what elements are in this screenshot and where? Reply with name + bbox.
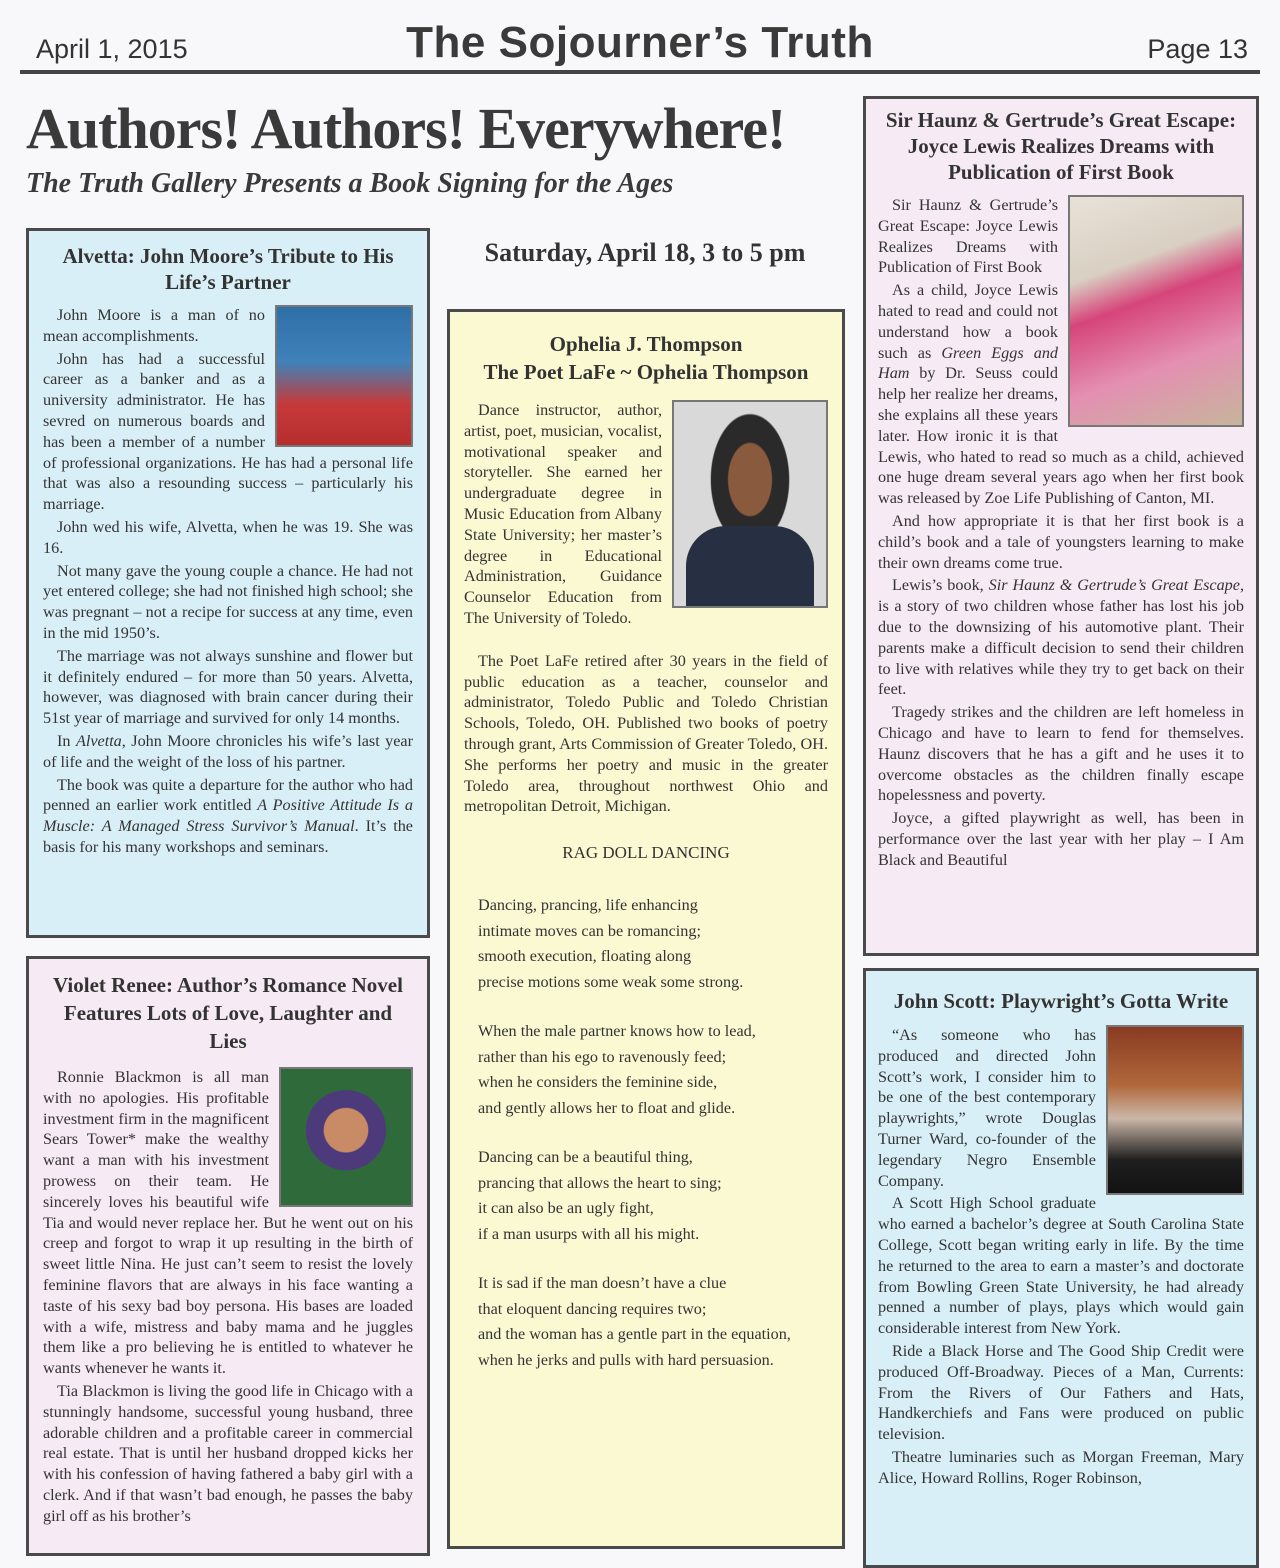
article-title: Alvetta: John Moore’s Tribute to His Life’s Partner bbox=[62, 244, 394, 294]
article-paragraph: “As someone who has produced and directed John Scott’s work, I consider him to be one of the best contemporary playwrights,” wrote Douglas Turner Ward, co-founder of the legendary Negro Ensemble Company. bbox=[878, 1026, 1096, 1190]
article-paragraph: John wed his wife, Alvetta, when he was 19. She was 16. bbox=[43, 517, 413, 557]
photo-john-moore bbox=[275, 305, 413, 447]
article-paragraph: The marriage was not always sunshine and flower but it definitely endured – for more than 50 years. Alvetta, however, was diagnosed with brain cancer during their 51st year of marriage and survived for only 14 months. bbox=[43, 646, 413, 728]
article-paragraph: Joyce, a gifted playwright as well, has been in performance over the last year with her play – I Am Black and Beautiful bbox=[878, 809, 1244, 869]
article-paragraph: Dance instructor, author, artist, poet, musician, vocalist, motivational speaker and storyteller. She earned her undergraduate degree in Music Education from Albany State University; her master’s degree in Educational Administration, Guidance Counselor Education from The University of Toledo. bbox=[464, 401, 662, 627]
article-violet-renee bbox=[26, 956, 430, 1556]
poem-line: and the woman has a gentle part in the equation, bbox=[478, 1325, 791, 1344]
article-paragraph: And how appropriate it is that her first book is a child’s book and a tale of youngsters learning to make their own dreams come true. bbox=[878, 511, 1244, 572]
poem-line: when he jerks and pulls with hard persuasion. bbox=[478, 1350, 774, 1369]
poem-stanza bbox=[478, 1019, 828, 1121]
title-line: Ophelia J. Thompson bbox=[549, 332, 743, 356]
poem-stanza bbox=[478, 1145, 828, 1247]
poem-line: when he considers the feminine side, bbox=[478, 1073, 718, 1092]
page-number: Page 13 bbox=[1147, 34, 1248, 64]
photo-violet-renee bbox=[279, 1067, 413, 1207]
text: As a child, Joyce Lewis hated to read and could not understand how a book such as bbox=[878, 281, 1058, 362]
poem-line: if a man usurps with all his might. bbox=[478, 1224, 700, 1243]
poem-line: precise motions some weak some strong. bbox=[478, 972, 744, 991]
article-title: Violet Renee: Author’s Romance Novel Features Lots of Love, Laughter and Lies bbox=[53, 973, 403, 1053]
masthead bbox=[20, 14, 1260, 66]
text: by Dr. Seuss could help her realize her dreams, she explains all these years later. How ironic it is that Lewis, who hated to read so much as a child, achieved one huge dream several years ago when her first book was released by Zoe Life Publishing of Canton, MI. bbox=[878, 364, 1244, 508]
article-paragraph: A Scott High School graduate who earned a bachelor’s degree at South Carolina State College, Scott began writing early in life. By the time he returned to the area to earn a master’s and doctorate from Bowling Green State University, he had already penned a number of plays, plays which would gain considerable interest from New York. bbox=[878, 1194, 1244, 1338]
poem-line: and gently allows her to float and glide. bbox=[478, 1098, 736, 1117]
article-joyce-lewis bbox=[863, 96, 1259, 956]
text: , is a story of two children whose father has lost his job due to the downsizing of his automotive plant. Their parents make a difficult decision to send their children to live with relatives while they try to get back on their feet. bbox=[878, 576, 1244, 699]
poem-stanza bbox=[478, 893, 828, 995]
issue-date: April 1, 2015 bbox=[36, 34, 188, 64]
article-ophelia-thompson bbox=[447, 309, 845, 1549]
event-date: Saturday, April 18, 3 to 5 pm bbox=[484, 238, 806, 267]
text: The book was quite a departure for the author who had penned an earlier work entitled bbox=[43, 775, 413, 815]
article-paragraph: Tia Blackmon is living the good life in Chicago with a stunningly handsome, successful young husband, three adorable children and a profitable career in commercial real estate. That is until her husband dropped kicks her with his confession of having fathered a baby girl with a clerk. And if that wasn’t bad enough, he passes the baby girl off as his brother’s bbox=[43, 1381, 413, 1525]
article-paragraph: John has had a successful career as a banker and as a university administrator. He has sevred on numerous boards and has been a member of a number of professional organizations. He has had a personal life that was also a resounding success – particularly his marriage. bbox=[43, 349, 413, 514]
article-paragraph: Not many gave the young couple a chance. He had not yet entered college; she had not finished high school; she was pregnant – not a recipe for success at any time, even in the mid 1950’s. bbox=[43, 561, 413, 642]
text: . It’s the basis for his many workshops and seminars. bbox=[43, 817, 413, 856]
article-title bbox=[464, 330, 828, 386]
article-paragraph: Ronnie Blackmon is all man with no apologies. His profitable investment firm in the magnificent Sears Tower* make the wealthy want a man with his investment prowess on their team. He sincerely loves his beautiful wife Tia and would never replace her. But he went out on his creep and forgot to wrap it up resulting in the birth of sweet little Nina. He just can’t seem to resist the lovely feminine flavors that are always in his face wanting a taste of his sexy bad boy persona. His bases are loaded with a wife, mistress and baby mama and he juggles them like a pro believing he is entitled to whatever he wants whenever he wants it. bbox=[43, 1068, 413, 1378]
article-paragraph bbox=[43, 775, 413, 858]
poem-line: When the male partner knows how to lead, bbox=[478, 1022, 756, 1041]
newspaper-title: The Sojourner’s Truth bbox=[406, 18, 874, 67]
page-subhead: The Truth Gallery Presents a Book Signing for the Ages bbox=[26, 168, 674, 199]
poem-line: prancing that allows the heart to sing; bbox=[478, 1173, 722, 1192]
page-headline: Authors! Authors! Everywhere! bbox=[26, 96, 786, 161]
article-paragraph: The Poet LaFe retired after 30 years in the field of public education as a teacher, counselor and administrator, Toledo Public and Toledo Christian Schools, Toledo, OH. Published two books of poetry through grant, Arts Commission of Greater Toledo, OH. She performs her poetry and music in the greater Toledo area, throughout northwest Ohio and metropolitan Detroit, Michigan. bbox=[464, 651, 828, 816]
poem-line: Dancing can be a beautiful thing, bbox=[478, 1148, 693, 1167]
poem-title: RAG DOLL DANCING bbox=[562, 843, 730, 863]
masthead-rule bbox=[20, 70, 1260, 74]
book-title: Alvetta bbox=[75, 731, 122, 750]
title-line: The Poet LaFe ~ Ophelia Thompson bbox=[483, 360, 809, 384]
photo-joyce-lewis bbox=[1068, 195, 1244, 427]
poem-stanza bbox=[478, 1271, 828, 1373]
text: , John Moore chronicles his wife’s last year of life and the weight of the loss of his partner. bbox=[43, 731, 413, 771]
article-title: Sir Haunz & Gertrude’s Great Escape: Joyce Lewis Realizes Dreams with Publication of First Book bbox=[885, 108, 1237, 184]
book-title: Sir Haunz & Gertrude’s Great Escape bbox=[988, 576, 1240, 595]
text: In bbox=[57, 731, 76, 750]
article-paragraph bbox=[43, 731, 413, 773]
text: Lewis’s book, bbox=[892, 576, 989, 595]
poem-line: rather than his ego to ravenously feed; bbox=[478, 1047, 727, 1066]
poem-line: that eloquent dancing requires two; bbox=[478, 1299, 707, 1318]
poem-line: It is sad if the man doesn’t have a clue bbox=[478, 1274, 727, 1293]
poem-line: smooth execution, floating along bbox=[478, 947, 692, 966]
poem-line: Dancing, prancing, life enhancing bbox=[478, 896, 698, 915]
article-paragraph: Theatre luminaries such as Morgan Freeman, Mary Alice, Howard Rollins, Roger Robinson, bbox=[878, 1447, 1244, 1487]
poem-line: it can also be an ugly fight, bbox=[478, 1199, 654, 1218]
book-title: Green Eggs and Ham bbox=[878, 343, 1059, 383]
article-paragraph: Tragedy strikes and the children are left homeless in Chicago and have to learn to fend for themselves. Haunz discovers that he has a gift and he uses it to overcome obstacles as the children finally escape hopelessness and poverty. bbox=[878, 703, 1244, 805]
poem-line: intimate moves can be romancing; bbox=[478, 921, 701, 940]
photo-john-scott bbox=[1106, 1025, 1244, 1195]
article-john-scott bbox=[863, 968, 1259, 1568]
article-alvetta bbox=[26, 228, 430, 938]
article-paragraph: Ride a Black Horse and The Good Ship Credit were produced Off-Broadway. Pieces of a Man, Currents: From the Rivers of Our Fathers and Hats, Handkerchiefs and Fans were produced on public television. bbox=[878, 1341, 1244, 1444]
article-paragraph bbox=[878, 575, 1244, 700]
article-paragraph: John Moore is a man of no mean accomplishments. bbox=[43, 306, 265, 345]
article-paragraph: Sir Haunz & Gertrude’s Great Escape: Joyce Lewis Realizes Dreams with Publication of First Book bbox=[878, 196, 1058, 277]
book-title: A Positive Attitude Is a Muscle: A Managed Stress Survivor’s Manual bbox=[43, 796, 413, 836]
article-title: John Scott: Playwright’s Gotta Write bbox=[893, 989, 1229, 1013]
photo-ophelia-thompson bbox=[672, 400, 828, 608]
